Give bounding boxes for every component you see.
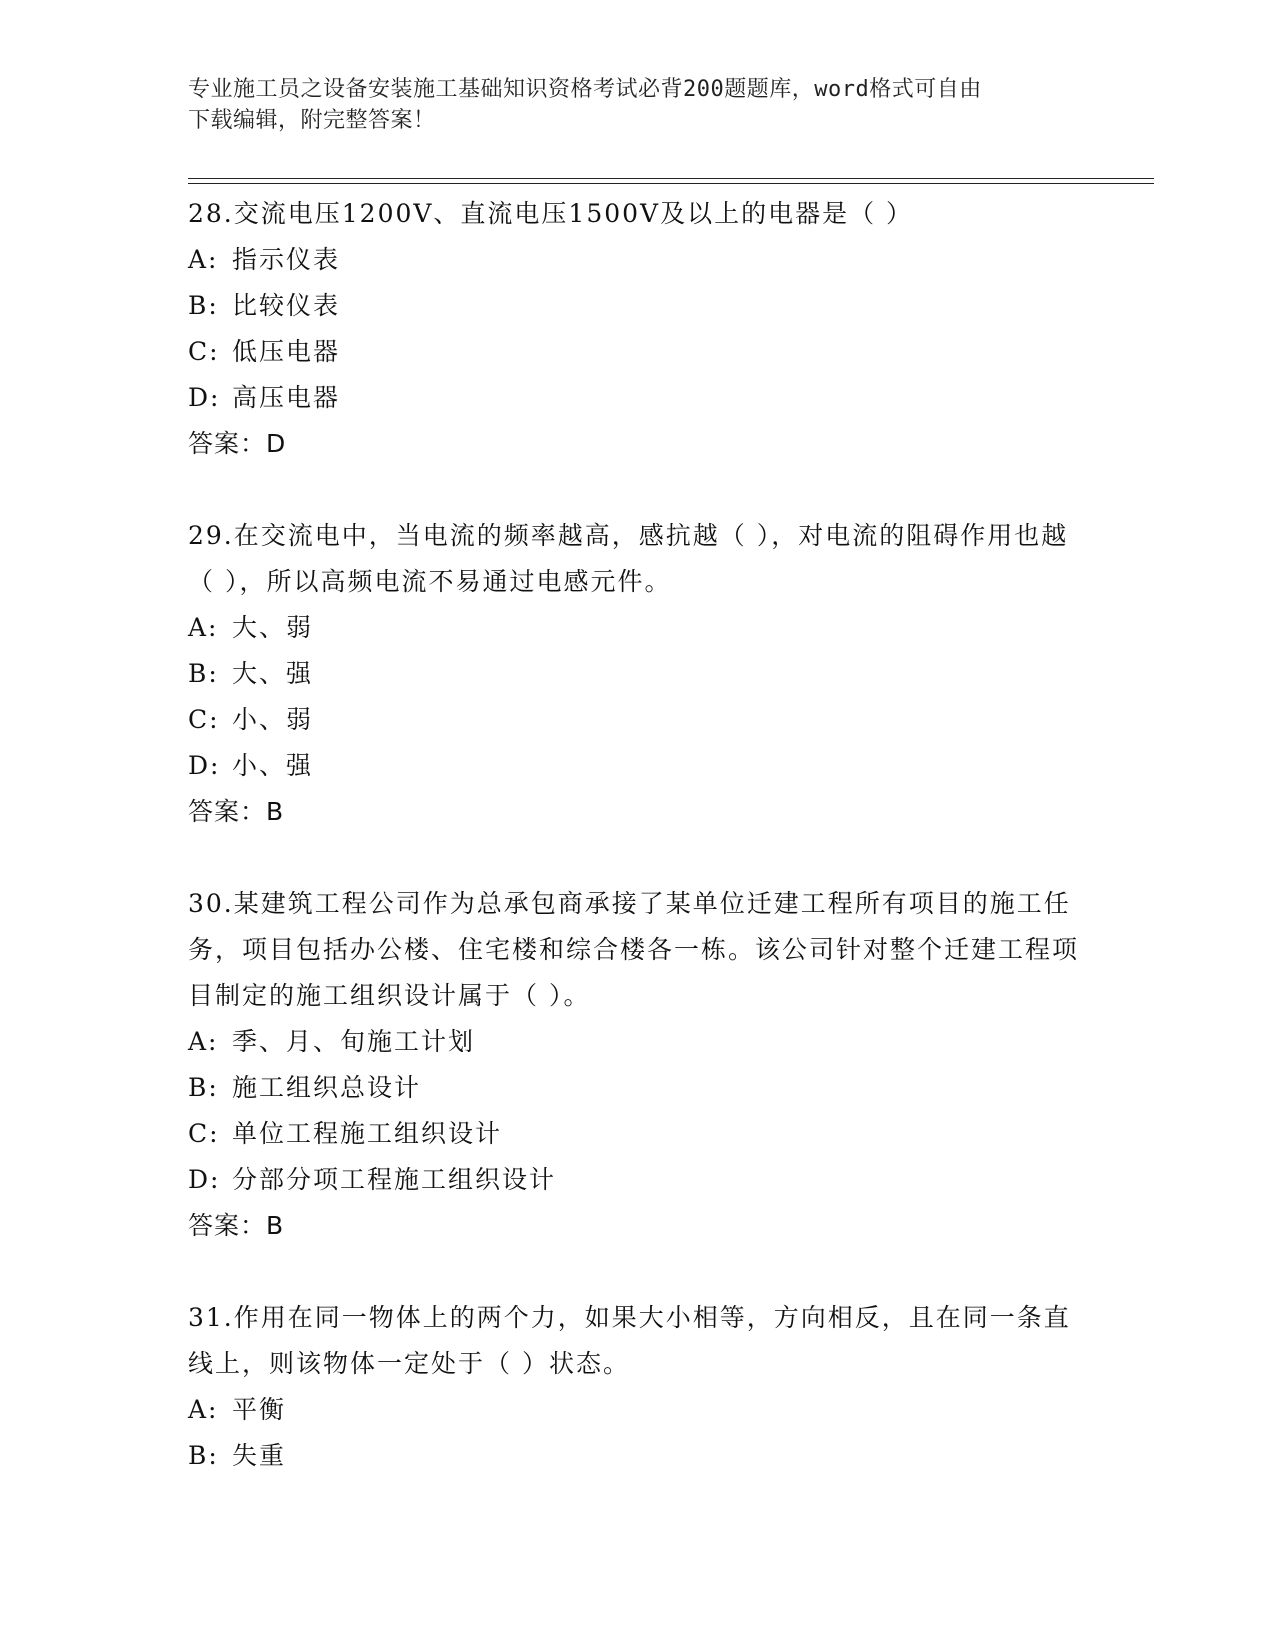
option-text: 失重 xyxy=(232,1441,287,1470)
option-key: D: xyxy=(188,751,221,780)
question-stem: 30.某建筑工程公司作为总承包商承接了某单位迁建工程所有项目的施工任务，项目包括办公楼、住宅楼和综合楼各一栋。该公司针对整个迁建工程项目制定的施工组织设计属于（ ）。 xyxy=(188,889,1080,1010)
option-d xyxy=(188,1157,1088,1203)
option-b xyxy=(188,1433,1088,1479)
answer-line: 答案：D xyxy=(188,429,287,458)
option-text: 高压电器 xyxy=(232,383,341,412)
question-30 xyxy=(188,881,1088,1249)
option-text: 单位工程施工组织设计 xyxy=(232,1119,503,1148)
option-text: 平衡 xyxy=(232,1395,287,1424)
option-a xyxy=(188,1387,1088,1433)
question-stem: 28.交流电压1200V、直流电压1500V及以上的电器是（ ） xyxy=(188,199,914,228)
option-c xyxy=(188,697,1088,743)
option-text: 季、月、旬施工计划 xyxy=(232,1027,476,1056)
option-key: B: xyxy=(188,1073,219,1102)
option-text: 指示仪表 xyxy=(232,245,341,274)
option-a xyxy=(188,237,1088,283)
question-31 xyxy=(188,1295,1088,1479)
option-text: 比较仪表 xyxy=(232,291,341,320)
question-stem: 31.作用在同一物体上的两个力，如果大小相等，方向相反，且在同一条直线上，则该物体一定处于（ ）状态。 xyxy=(188,1303,1071,1378)
header-divider-top xyxy=(188,178,1154,179)
option-text: 大、强 xyxy=(232,659,314,688)
option-key: A: xyxy=(188,245,219,274)
question-28 xyxy=(188,191,1088,467)
option-d xyxy=(188,743,1088,789)
option-b xyxy=(188,651,1088,697)
option-key: C: xyxy=(188,705,220,734)
option-text: 小、强 xyxy=(232,751,314,780)
option-key: C: xyxy=(188,1119,220,1148)
option-key: C: xyxy=(188,337,220,366)
question-list xyxy=(188,191,1088,1479)
option-text: 施工组织总设计 xyxy=(232,1073,422,1102)
option-c xyxy=(188,1111,1088,1157)
option-a xyxy=(188,605,1088,651)
option-key: B: xyxy=(188,1441,219,1470)
option-key: D: xyxy=(188,383,221,412)
question-stem: 29.在交流电中，当电流的频率越高，感抗越（ ），对电流的阻碍作用也越（ ），所以高频电流不易通过电感元件。 xyxy=(188,521,1069,596)
option-text: 小、弱 xyxy=(232,705,314,734)
option-a xyxy=(188,1019,1088,1065)
question-29 xyxy=(188,513,1088,835)
option-key: A: xyxy=(188,613,219,642)
option-d xyxy=(188,375,1088,421)
answer-line: 答案：B xyxy=(188,797,285,826)
header-line-2: 下载编辑，附完整答案！ xyxy=(188,108,436,133)
header-line-1: 专业施工员之设备安装施工基础知识资格考试必背200题题库，word格式可自由 xyxy=(188,77,982,102)
option-c xyxy=(188,329,1088,375)
option-key: A: xyxy=(188,1395,219,1424)
option-key: A: xyxy=(188,1027,219,1056)
option-key: B: xyxy=(188,291,219,320)
option-text: 低压电器 xyxy=(232,337,341,366)
option-text: 大、弱 xyxy=(232,613,314,642)
option-text: 分部分项工程施工组织设计 xyxy=(232,1165,557,1194)
header-divider-bottom xyxy=(188,183,1154,184)
option-key: D: xyxy=(188,1165,221,1194)
option-key: B: xyxy=(188,659,219,688)
document-header xyxy=(188,74,1068,136)
option-b xyxy=(188,1065,1088,1111)
answer-line: 答案：B xyxy=(188,1211,285,1240)
option-b xyxy=(188,283,1088,329)
